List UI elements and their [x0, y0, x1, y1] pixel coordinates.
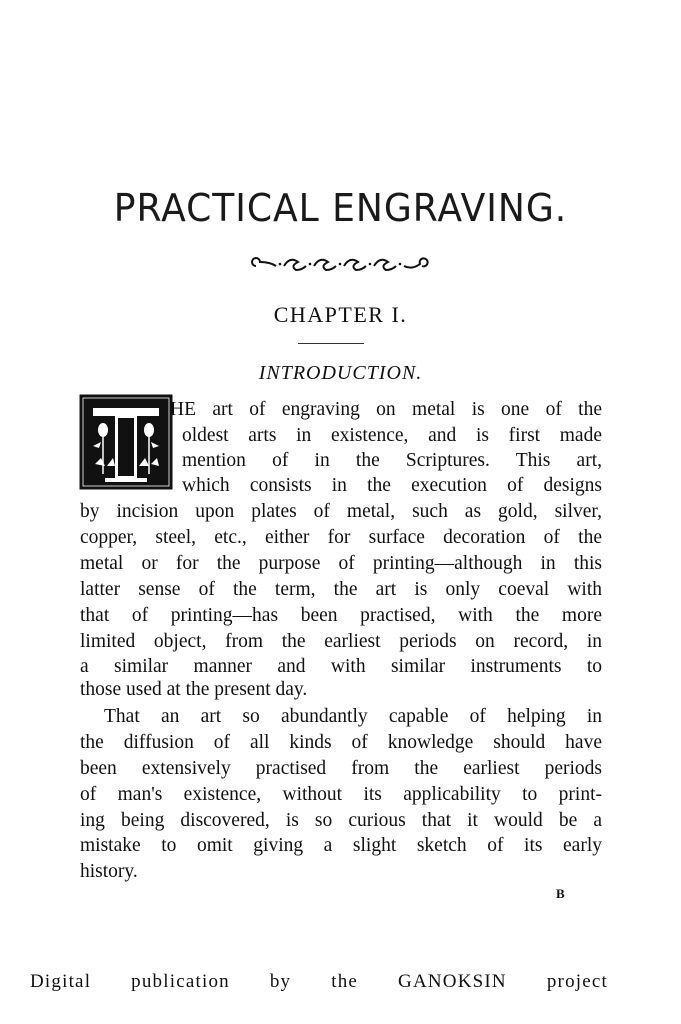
text-line: a similar manner and with similar instruments to: [80, 656, 602, 677]
text-line: HE art of engraving on metal is one of the: [170, 399, 602, 420]
section-heading: INTRODUCTION.: [258, 362, 423, 384]
divider: [298, 343, 364, 344]
text-line: ing being discovered, is so curious that it would be a: [80, 810, 602, 831]
text-line: metal or for the purpose of printing—although in this: [80, 553, 602, 574]
text-line: that of printing—has been practised, with the more: [80, 605, 602, 626]
text-line: limited object, from the earliest periods on record, in: [80, 631, 602, 652]
text-line: history.: [80, 861, 138, 882]
text-line: copper, steel, etc., either for surface decoration of the: [80, 527, 602, 548]
text-line: which consists in the execution of designs: [182, 475, 602, 496]
text-line: mistake to omit giving a slight sketch of its early: [80, 835, 602, 856]
svg-text:T: T: [126, 448, 127, 449]
page-title: PRACTICAL ENGRAVING.: [113, 186, 568, 230]
decorated-initial-t: [79, 394, 173, 490]
scroll-flourish-icon: [244, 252, 434, 274]
chapter-heading: CHAPTER I.: [273, 302, 408, 327]
text-line: That an art so abundantly capable of helping in: [104, 706, 602, 727]
text-line: by incision upon plates of metal, such as gold, silver,: [80, 501, 602, 522]
text-line: those used at the present day.: [80, 679, 308, 700]
signature-mark: B: [556, 886, 565, 901]
text-line: been extensively practised from the earliest periods: [80, 758, 602, 779]
text-line: latter sense of the term, the art is only coeval with: [80, 579, 602, 600]
text-line: of man's existence, without its applicability to print-: [80, 784, 602, 805]
text-line: oldest arts in existence, and is first made: [182, 425, 602, 446]
text-line: the diffusion of all kinds of knowledge should have: [80, 732, 602, 753]
text-line: mention of in the Scriptures. This art,: [182, 450, 602, 471]
footer-credit: Digital publication by the GANOKSIN project: [30, 971, 608, 992]
